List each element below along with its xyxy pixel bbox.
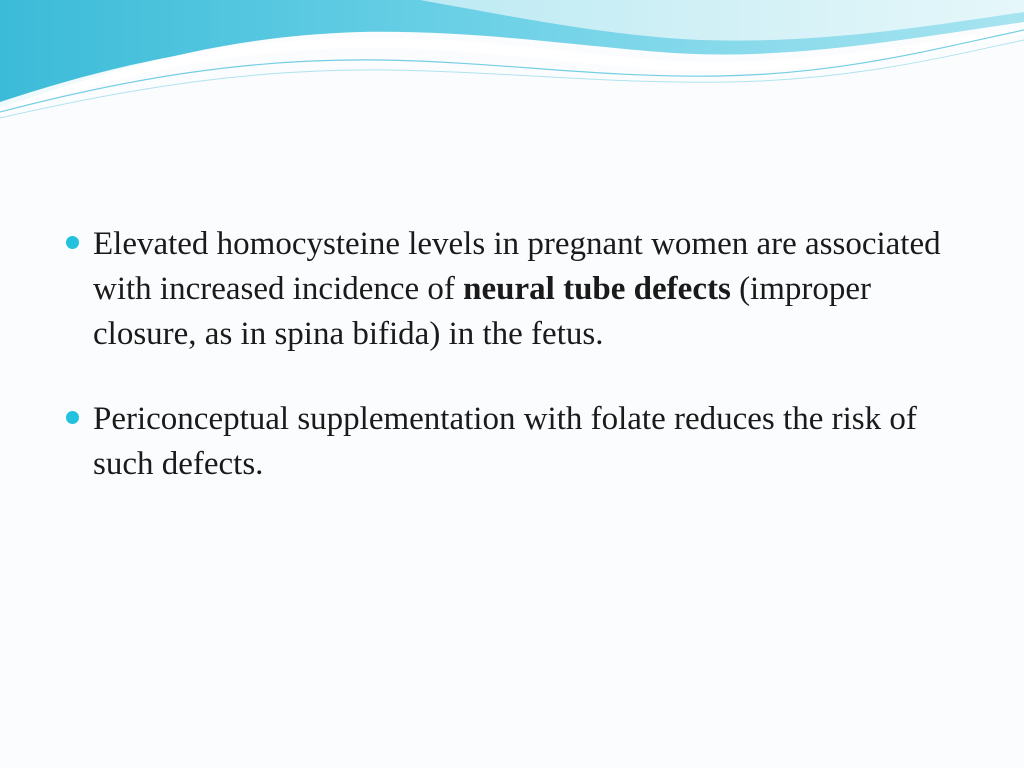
bullet-bold-term: neural tube defects [463, 271, 731, 307]
bullet-dot-icon [66, 236, 79, 249]
bullet-text-part: (improper closure, as in spina bifida) in the fetus. [93, 271, 872, 352]
bullet-dot-icon [66, 411, 79, 424]
bullet-item [64, 222, 944, 357]
wave-header-decoration [0, 0, 1024, 130]
bullet-list [64, 222, 944, 527]
bullet-text-part: Elevated homocysteine levels in pregnant women are associated with increased incidence of [93, 226, 941, 307]
bullet-item [64, 397, 944, 487]
bullet-text: Periconceptual supplementation with folate reduces the risk of such defects. [93, 401, 917, 482]
